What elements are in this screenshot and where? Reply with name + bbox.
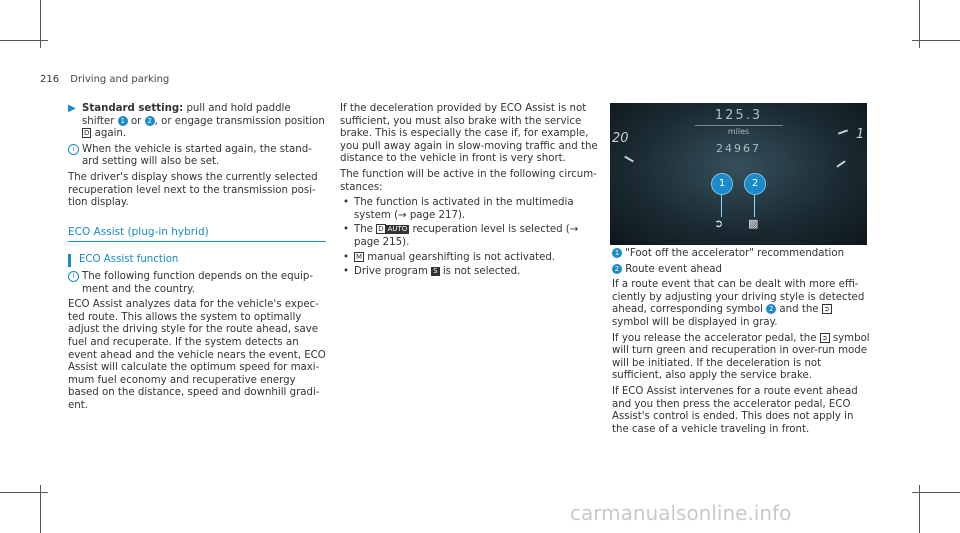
running-section-title: Driving and parking (70, 74, 170, 85)
divider-line (695, 125, 783, 126)
column-middle (340, 103, 598, 279)
callout-1: 1 (612, 248, 622, 258)
range-unit: miles (727, 127, 750, 136)
note (68, 144, 326, 169)
legend-item (612, 248, 870, 261)
list-item-text: The function is activated in the multimedia system (→ page 217). (354, 197, 574, 221)
leader-line (721, 195, 722, 217)
foot-off-accelerator-icon: ➲ (821, 333, 828, 342)
step-text: , or engage transmission position (154, 115, 325, 127)
transmission-d-key: D (84, 129, 90, 138)
callout-2: 2 (145, 116, 155, 126)
note-text: The following function depends on the equip-ment and the country. (82, 270, 314, 295)
section-title: ECO Assist (plug-in hybrid) (68, 226, 326, 243)
legend-text: Route event ahead (625, 263, 722, 275)
paragraph-text: symbol will be displayed in gray. (612, 316, 778, 328)
paragraph: The driver's display shows the currently selected recuperation level next to the transmission posi-tion display. (68, 171, 318, 209)
watermark: carmanualsonline.info (570, 501, 792, 525)
crop-mark (0, 40, 48, 41)
info-icon: i (68, 271, 79, 282)
instrument-cluster-image (610, 103, 867, 245)
info-icon: i (68, 144, 79, 155)
auto-key: AUTO (387, 225, 408, 234)
paragraph: ECO Assist analyzes data for the vehicle's expec-ted route. This allows the system to optimally adjust the driving style for the route ahead, save fuel and recuperate. If the system detects an event ahead and the vehicle nears the event, ECO Assist will calculate the optimum speed for maxi-mum fuel economy and recuperative energy based on the distance, speed and downhill gradi-ent. (68, 299, 326, 411)
list-item-text: recuperation level is selected (→ page 215). (354, 224, 579, 248)
transmission-d-key: D (378, 225, 384, 234)
column-left (68, 103, 326, 415)
list-item-text: The (354, 224, 377, 236)
paragraph-text: If you release the accelerator pedal, the (612, 332, 820, 344)
page-number: 216 (40, 74, 60, 85)
odometer-value: 24967 (716, 142, 761, 155)
crop-mark (912, 492, 960, 493)
paragraph: If ECO Assist intervenes for a route event ahead and you then press the accelerator pedal, ECO Assist's control is ended. This does not apply in the case of a vehicle traveling in front. (612, 385, 858, 435)
paragraph (612, 333, 870, 383)
list-item-text: Drive program (354, 266, 432, 278)
crop-mark (912, 40, 960, 41)
callout-1: 1 (118, 116, 128, 126)
drive-program-s-key: S (433, 267, 438, 276)
paragraph: If the deceleration provided by ECO Assist is not sufficient, you must also brake with the service brake. This is especially the case if, for example, you pull away again in slow-moving traffic and the distance to the vehicle in front is very short. (340, 103, 598, 165)
manual-m-key: M (356, 252, 363, 261)
list-item (340, 252, 598, 265)
column-right (612, 248, 870, 439)
callout-2: 2 (744, 173, 766, 195)
list-item-text: is not selected. (439, 266, 521, 278)
subsection-title: ECO Assist function (68, 254, 326, 267)
list-item-text: manual gearshifting is not activated. (364, 251, 556, 263)
standard-setting-label: Standard setting: (82, 103, 184, 114)
gauge-tick (624, 156, 634, 163)
step-text: or (127, 115, 145, 127)
paragraph-text: If a route event that can be dealt with more effi-ciently by adjusting your driving style is detected ahead, corresponding symbol (612, 279, 865, 316)
list-item (340, 266, 598, 279)
standard-setting-step (68, 103, 326, 141)
note (68, 271, 326, 296)
list-item (340, 197, 598, 222)
step-text: again. (91, 128, 127, 140)
step-text: pull and hold paddle shifter (82, 103, 291, 127)
route-event-car-icon: ▩ (748, 217, 759, 230)
callout-1: 1 (711, 173, 733, 195)
paragraph-text: symbol will turn green and recuperation in over-run mode will be initiated. If the deceleration is not sufficient, also apply the service brake. (612, 332, 870, 382)
note-text: When the vehicle is started again, the stand-ard setting will also be set. (82, 143, 312, 168)
callout-2: 2 (612, 264, 622, 274)
list-item (340, 224, 598, 249)
gauge-tick (836, 160, 845, 167)
legend-text: "Foot off the accelerator" recommendation (625, 248, 845, 259)
legend-item (612, 264, 870, 277)
page-header (40, 74, 169, 85)
paragraph (612, 279, 870, 329)
foot-off-accelerator-icon: ➲ (714, 217, 724, 230)
paragraph-text: and the (776, 304, 822, 316)
gauge-right-number: 1 (856, 127, 865, 142)
crop-mark (0, 492, 48, 493)
action-arrow-icon: ▶ (68, 103, 76, 114)
gauge-left-number: 20 (612, 131, 629, 146)
callout-2: 2 (766, 304, 776, 314)
leader-line (754, 195, 755, 217)
range-value: 125.3 (714, 108, 763, 123)
foot-off-accelerator-icon: ➲ (823, 305, 830, 314)
paragraph: The function will be active in the following circum-stances: (340, 168, 597, 193)
